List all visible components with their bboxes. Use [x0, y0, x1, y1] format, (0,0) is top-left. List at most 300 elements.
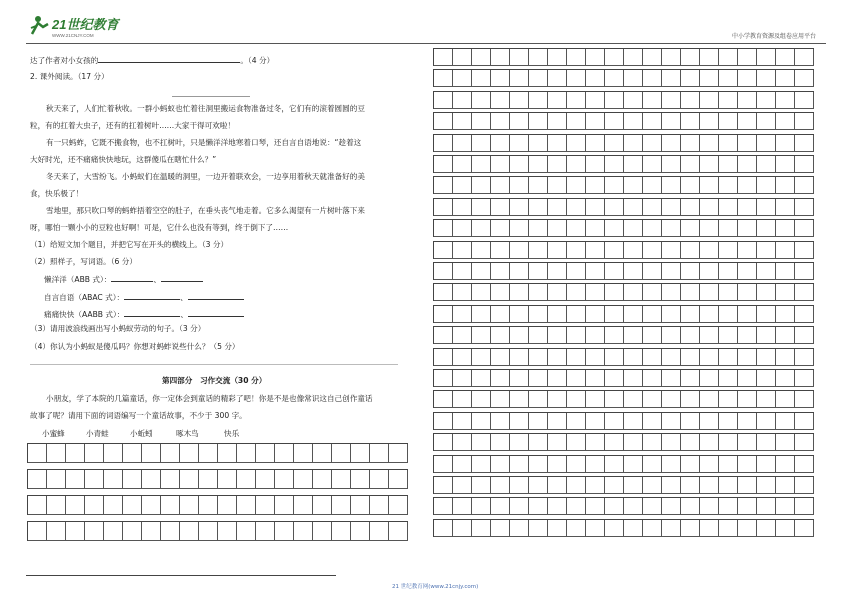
grid-cell[interactable] [624, 391, 643, 408]
grid-cell[interactable] [472, 284, 491, 301]
grid-cell[interactable] [47, 470, 66, 489]
grid-cell[interactable] [681, 456, 700, 473]
grid-cell[interactable] [719, 306, 738, 323]
grid-cell[interactable] [605, 220, 624, 237]
grid-cell[interactable] [434, 306, 453, 323]
grid-cell[interactable] [757, 199, 776, 216]
grid-cell[interactable] [66, 496, 85, 515]
grid-cell[interactable] [643, 49, 662, 66]
grid-cell[interactable] [662, 156, 681, 173]
grid-cell[interactable] [719, 70, 738, 87]
grid-cell[interactable] [434, 135, 453, 152]
grid-cell[interactable] [795, 306, 814, 323]
grid-cell[interactable] [776, 113, 795, 130]
grid-cell[interactable] [104, 522, 123, 541]
blank-abac-2[interactable] [188, 291, 244, 300]
grid-cell[interactable] [510, 349, 529, 366]
grid-cell[interactable] [700, 113, 719, 130]
grid-cell[interactable] [776, 242, 795, 259]
grid-cell[interactable] [662, 220, 681, 237]
grid-cell[interactable] [529, 370, 548, 387]
grid-cell[interactable] [795, 370, 814, 387]
grid-cell[interactable] [472, 242, 491, 259]
grid-cell[interactable] [738, 177, 757, 194]
grid-cell[interactable] [294, 522, 313, 541]
grid-cell[interactable] [795, 498, 814, 515]
grid-cell[interactable] [491, 263, 510, 280]
grid-cell[interactable] [567, 391, 586, 408]
grid-cell[interactable] [548, 242, 567, 259]
grid-cell[interactable] [738, 498, 757, 515]
grid-cell[interactable] [624, 498, 643, 515]
grid-cell[interactable] [548, 477, 567, 494]
grid-cell[interactable] [529, 477, 548, 494]
grid-cell[interactable] [389, 496, 408, 515]
grid-cell[interactable] [681, 199, 700, 216]
grid-cell[interactable] [662, 49, 681, 66]
grid-cell[interactable] [370, 496, 389, 515]
grid-cell[interactable] [434, 498, 453, 515]
grid-cell[interactable] [434, 370, 453, 387]
grid-cell[interactable] [776, 306, 795, 323]
grid-cell[interactable] [85, 496, 104, 515]
grid-cell[interactable] [719, 113, 738, 130]
grid-cell[interactable] [586, 220, 605, 237]
grid-cell[interactable] [624, 520, 643, 537]
grid-cell[interactable] [738, 477, 757, 494]
grid-cell[interactable] [491, 477, 510, 494]
grid-cell[interactable] [47, 522, 66, 541]
grid-cell[interactable] [85, 444, 104, 463]
grid-cell[interactable] [434, 263, 453, 280]
grid-cell[interactable] [681, 306, 700, 323]
grid-cell[interactable] [700, 520, 719, 537]
grid-cell[interactable] [510, 456, 529, 473]
grid-cell[interactable] [605, 413, 624, 430]
grid-cell[interactable] [510, 370, 529, 387]
grid-cell[interactable] [548, 220, 567, 237]
grid-cell[interactable] [548, 498, 567, 515]
essay-writing-grid-left[interactable] [27, 443, 407, 543]
grid-cell[interactable] [662, 177, 681, 194]
grid-cell[interactable] [275, 470, 294, 489]
grid-cell[interactable] [389, 522, 408, 541]
grid-cell[interactable] [719, 92, 738, 109]
grid-cell[interactable] [719, 156, 738, 173]
grid-cell[interactable] [529, 284, 548, 301]
grid-cell[interactable] [757, 498, 776, 515]
grid-cell[interactable] [757, 242, 776, 259]
grid-cell[interactable] [567, 477, 586, 494]
grid-cell[interactable] [700, 349, 719, 366]
grid-cell[interactable] [472, 92, 491, 109]
grid-cell[interactable] [472, 391, 491, 408]
grid-cell[interactable] [510, 156, 529, 173]
grid-cell[interactable] [700, 135, 719, 152]
grid-cell[interactable] [662, 391, 681, 408]
grid-cell[interactable] [586, 306, 605, 323]
grid-cell[interactable] [529, 391, 548, 408]
grid-cell[interactable] [472, 477, 491, 494]
grid-cell[interactable] [738, 349, 757, 366]
grid-cell[interactable] [332, 496, 351, 515]
grid-cell[interactable] [643, 370, 662, 387]
grid-cell[interactable] [453, 391, 472, 408]
grid-cell[interactable] [700, 370, 719, 387]
grid-cell[interactable] [567, 434, 586, 451]
grid-cell[interactable] [491, 242, 510, 259]
grid-cell[interactable] [605, 199, 624, 216]
grid-cell[interactable] [47, 496, 66, 515]
grid-cell[interactable] [795, 135, 814, 152]
grid-cell[interactable] [643, 306, 662, 323]
grid-cell[interactable] [662, 349, 681, 366]
grid-cell[interactable] [624, 263, 643, 280]
grid-cell[interactable] [472, 156, 491, 173]
grid-cell[interactable] [757, 349, 776, 366]
grid-cell[interactable] [605, 520, 624, 537]
grid-cell[interactable] [605, 92, 624, 109]
grid-cell[interactable] [548, 370, 567, 387]
grid-cell[interactable] [643, 220, 662, 237]
grid-cell[interactable] [161, 470, 180, 489]
grid-cell[interactable] [491, 284, 510, 301]
grid-cell[interactable] [161, 444, 180, 463]
grid-cell[interactable] [738, 263, 757, 280]
grid-cell[interactable] [643, 520, 662, 537]
grid-cell[interactable] [795, 70, 814, 87]
grid-cell[interactable] [643, 156, 662, 173]
grid-cell[interactable] [662, 413, 681, 430]
grid-cell[interactable] [510, 177, 529, 194]
grid-cell[interactable] [700, 284, 719, 301]
grid-cell[interactable] [605, 391, 624, 408]
grid-cell[interactable] [491, 220, 510, 237]
grid-cell[interactable] [123, 522, 142, 541]
grid-cell[interactable] [738, 92, 757, 109]
grid-cell[interactable] [472, 370, 491, 387]
grid-cell[interactable] [776, 199, 795, 216]
grid-cell[interactable] [643, 349, 662, 366]
grid-cell[interactable] [643, 113, 662, 130]
grid-cell[interactable] [738, 49, 757, 66]
grid-cell[interactable] [472, 177, 491, 194]
grid-cell[interactable] [453, 92, 472, 109]
grid-cell[interactable] [453, 434, 472, 451]
grid-cell[interactable] [662, 92, 681, 109]
grid-cell[interactable] [643, 327, 662, 344]
grid-cell[interactable] [795, 263, 814, 280]
grid-cell[interactable] [510, 242, 529, 259]
grid-cell[interactable] [453, 49, 472, 66]
grid-cell[interactable] [453, 135, 472, 152]
grid-cell[interactable] [66, 522, 85, 541]
grid-cell[interactable] [491, 498, 510, 515]
grid-cell[interactable] [662, 199, 681, 216]
grid-cell[interactable] [28, 496, 47, 515]
grid-cell[interactable] [643, 242, 662, 259]
grid-cell[interactable] [567, 199, 586, 216]
grid-cell[interactable] [681, 92, 700, 109]
grid-cell[interactable] [757, 434, 776, 451]
grid-cell[interactable] [275, 522, 294, 541]
grid-cell[interactable] [510, 70, 529, 87]
grid-cell[interactable] [738, 391, 757, 408]
grid-cell[interactable] [472, 263, 491, 280]
grid-cell[interactable] [719, 284, 738, 301]
grid-cell[interactable] [237, 444, 256, 463]
grid-cell[interactable] [332, 444, 351, 463]
grid-cell[interactable] [719, 177, 738, 194]
grid-cell[interactable] [529, 263, 548, 280]
grid-cell[interactable] [700, 391, 719, 408]
grid-cell[interactable] [472, 306, 491, 323]
grid-cell[interactable] [434, 391, 453, 408]
grid-cell[interactable] [567, 156, 586, 173]
grid-cell[interactable] [586, 477, 605, 494]
grid-cell[interactable] [662, 370, 681, 387]
grid-cell[interactable] [453, 177, 472, 194]
grid-cell[interactable] [643, 477, 662, 494]
grid-cell[interactable] [548, 199, 567, 216]
grid-cell[interactable] [351, 444, 370, 463]
grid-cell[interactable] [567, 327, 586, 344]
grid-cell[interactable] [332, 470, 351, 489]
grid-cell[interactable] [199, 444, 218, 463]
grid-cell[interactable] [795, 434, 814, 451]
grid-cell[interactable] [218, 444, 237, 463]
grid-cell[interactable] [681, 434, 700, 451]
grid-cell[interactable] [529, 177, 548, 194]
grid-cell[interactable] [605, 70, 624, 87]
grid-cell[interactable] [161, 522, 180, 541]
grid-cell[interactable] [719, 370, 738, 387]
grid-cell[interactable] [491, 113, 510, 130]
grid-cell[interactable] [510, 498, 529, 515]
grid-cell[interactable] [567, 113, 586, 130]
grid-cell[interactable] [434, 520, 453, 537]
grid-cell[interactable] [700, 220, 719, 237]
grid-cell[interactable] [47, 444, 66, 463]
grid-cell[interactable] [567, 263, 586, 280]
grid-cell[interactable] [605, 113, 624, 130]
blank-abb-1[interactable] [111, 273, 153, 282]
grid-cell[interactable] [548, 135, 567, 152]
grid-cell[interactable] [434, 327, 453, 344]
grid-cell[interactable] [643, 135, 662, 152]
grid-cell[interactable] [605, 242, 624, 259]
grid-cell[interactable] [605, 156, 624, 173]
grid-cell[interactable] [776, 520, 795, 537]
grid-cell[interactable] [700, 434, 719, 451]
grid-cell[interactable] [491, 156, 510, 173]
grid-cell[interactable] [738, 456, 757, 473]
grid-cell[interactable] [313, 470, 332, 489]
grid-cell[interactable] [624, 156, 643, 173]
grid-cell[interactable] [700, 242, 719, 259]
grid-cell[interactable] [624, 327, 643, 344]
grid-cell[interactable] [662, 113, 681, 130]
grid-cell[interactable] [719, 520, 738, 537]
grid-cell[interactable] [548, 113, 567, 130]
grid-cell[interactable] [643, 263, 662, 280]
grid-cell[interactable] [795, 391, 814, 408]
grid-cell[interactable] [776, 49, 795, 66]
grid-cell[interactable] [567, 92, 586, 109]
answer-blank-girl[interactable] [98, 54, 240, 63]
grid-cell[interactable] [586, 242, 605, 259]
blank-aabb-1[interactable] [124, 308, 180, 317]
grid-cell[interactable] [586, 498, 605, 515]
grid-cell[interactable] [757, 220, 776, 237]
grid-cell[interactable] [389, 444, 408, 463]
grid-cell[interactable] [757, 391, 776, 408]
grid-cell[interactable] [681, 370, 700, 387]
grid-cell[interactable] [757, 49, 776, 66]
grid-cell[interactable] [510, 199, 529, 216]
grid-cell[interactable] [662, 135, 681, 152]
grid-cell[interactable] [529, 242, 548, 259]
grid-cell[interactable] [180, 496, 199, 515]
grid-cell[interactable] [510, 135, 529, 152]
grid-cell[interactable] [142, 522, 161, 541]
grid-cell[interactable] [681, 70, 700, 87]
grid-cell[interactable] [28, 470, 47, 489]
grid-cell[interactable] [795, 477, 814, 494]
grid-cell[interactable] [681, 284, 700, 301]
grid-cell[interactable] [510, 113, 529, 130]
grid-cell[interactable] [681, 263, 700, 280]
grid-cell[interactable] [453, 413, 472, 430]
grid-cell[interactable] [776, 263, 795, 280]
grid-cell[interactable] [738, 220, 757, 237]
grid-cell[interactable] [491, 370, 510, 387]
grid-cell[interactable] [795, 177, 814, 194]
grid-cell[interactable] [453, 199, 472, 216]
grid-cell[interactable] [776, 70, 795, 87]
grid-cell[interactable] [681, 477, 700, 494]
blank-abac-1[interactable] [124, 291, 180, 300]
grid-cell[interactable] [738, 70, 757, 87]
grid-cell[interactable] [510, 92, 529, 109]
grid-cell[interactable] [199, 522, 218, 541]
grid-cell[interactable] [662, 520, 681, 537]
grid-cell[interactable] [275, 444, 294, 463]
grid-cell[interactable] [491, 177, 510, 194]
grid-cell[interactable] [510, 391, 529, 408]
grid-cell[interactable] [681, 327, 700, 344]
grid-cell[interactable] [586, 284, 605, 301]
grid-cell[interactable] [776, 177, 795, 194]
grid-cell[interactable] [624, 177, 643, 194]
grid-cell[interactable] [548, 177, 567, 194]
grid-cell[interactable] [700, 413, 719, 430]
grid-cell[interactable] [104, 444, 123, 463]
grid-cell[interactable] [529, 70, 548, 87]
grid-cell[interactable] [472, 349, 491, 366]
grid-cell[interactable] [757, 456, 776, 473]
grid-cell[interactable] [510, 520, 529, 537]
grid-cell[interactable] [681, 349, 700, 366]
grid-cell[interactable] [738, 434, 757, 451]
grid-cell[interactable] [472, 413, 491, 430]
title-answer-line[interactable] [172, 96, 250, 97]
grid-cell[interactable] [472, 113, 491, 130]
grid-cell[interactable] [624, 370, 643, 387]
grid-cell[interactable] [434, 49, 453, 66]
grid-cell[interactable] [643, 199, 662, 216]
grid-cell[interactable] [795, 413, 814, 430]
grid-cell[interactable] [738, 113, 757, 130]
grid-cell[interactable] [662, 263, 681, 280]
grid-cell[interactable] [605, 284, 624, 301]
grid-cell[interactable] [795, 284, 814, 301]
grid-cell[interactable] [624, 70, 643, 87]
grid-cell[interactable] [256, 522, 275, 541]
grid-cell[interactable] [491, 349, 510, 366]
grid-cell[interactable] [700, 263, 719, 280]
grid-cell[interactable] [795, 92, 814, 109]
grid-cell[interactable] [567, 413, 586, 430]
grid-cell[interactable] [757, 135, 776, 152]
grid-cell[interactable] [624, 349, 643, 366]
grid-cell[interactable] [510, 284, 529, 301]
grid-cell[interactable] [643, 177, 662, 194]
grid-cell[interactable] [548, 49, 567, 66]
grid-cell[interactable] [256, 496, 275, 515]
grid-cell[interactable] [491, 70, 510, 87]
grid-cell[interactable] [662, 242, 681, 259]
grid-cell[interactable] [370, 522, 389, 541]
grid-cell[interactable] [472, 434, 491, 451]
grid-cell[interactable] [586, 413, 605, 430]
grid-cell[interactable] [370, 470, 389, 489]
grid-cell[interactable] [643, 498, 662, 515]
grid-cell[interactable] [123, 444, 142, 463]
grid-cell[interactable] [624, 135, 643, 152]
blank-aabb-2[interactable] [188, 308, 244, 317]
grid-cell[interactable] [510, 49, 529, 66]
grid-cell[interactable] [681, 220, 700, 237]
grid-cell[interactable] [757, 284, 776, 301]
grid-cell[interactable] [719, 456, 738, 473]
grid-cell[interactable] [662, 456, 681, 473]
grid-cell[interactable] [434, 242, 453, 259]
grid-cell[interactable] [757, 156, 776, 173]
grid-cell[interactable] [510, 263, 529, 280]
grid-cell[interactable] [491, 306, 510, 323]
grid-cell[interactable] [256, 444, 275, 463]
grid-cell[interactable] [529, 434, 548, 451]
grid-cell[interactable] [605, 177, 624, 194]
grid-cell[interactable] [529, 49, 548, 66]
grid-cell[interactable] [586, 263, 605, 280]
grid-cell[interactable] [142, 496, 161, 515]
grid-cell[interactable] [776, 413, 795, 430]
grid-cell[interactable] [681, 156, 700, 173]
grid-cell[interactable] [237, 522, 256, 541]
grid-cell[interactable] [776, 434, 795, 451]
grid-cell[interactable] [123, 470, 142, 489]
grid-cell[interactable] [643, 284, 662, 301]
grid-cell[interactable] [548, 327, 567, 344]
grid-cell[interactable] [795, 220, 814, 237]
grid-cell[interactable] [491, 456, 510, 473]
grid-cell[interactable] [567, 349, 586, 366]
grid-cell[interactable] [529, 113, 548, 130]
grid-cell[interactable] [719, 413, 738, 430]
grid-cell[interactable] [719, 434, 738, 451]
